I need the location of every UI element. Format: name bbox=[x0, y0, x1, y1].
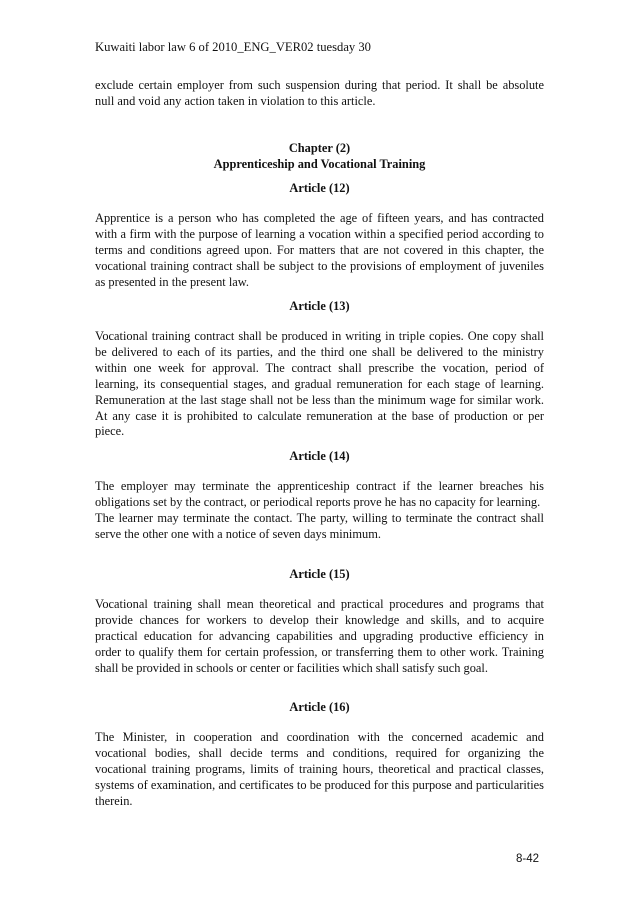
page-header: Kuwaiti labor law 6 of 2010_ENG_VER02 tuesday 30 bbox=[95, 40, 371, 54]
article-heading: Article (16) bbox=[289, 700, 350, 714]
article-heading: Article (12) bbox=[289, 181, 350, 195]
article-paragraph: Vocational training contract shall be produced in writing in triple copies. One copy shall be delivered to each of its parties, and the third one shall be delivered to the ministry within one week for approval. The contract shall prescribe the vocation, period of learning, its consequential stages, and gradual remuneration for each stage of learning. Remuneration at the last stage shall not be less than the minimum wage for similar work. At any case it is prohibited to calculate remuneration at the base of production or per piece. bbox=[95, 329, 544, 439]
article-heading: Article (14) bbox=[289, 449, 350, 463]
article-heading: Article (15) bbox=[289, 567, 350, 581]
intro-paragraph: exclude certain employer from such suspension during that period. It shall be absolute null and void any action taken in violation to this article. bbox=[95, 78, 544, 108]
article-paragraph: The learner may terminate the contact. The party, willing to terminate the contract shall serve the other one with a notice of seven days minimum. bbox=[95, 510, 544, 541]
article-paragraph: The employer may terminate the apprenticeship contract if the learner breaches his obligations set by the contract, or periodical reports prove he has no capacity for learning. bbox=[95, 479, 544, 509]
article-paragraph: Vocational training shall mean theoretical and practical procedures and programs that provide chances for workers to develop their knowledge and skills, and to acquire practical education for advancing capabilities and upgrading productive efficiency in order to qualify them for certain profession, or transferring them to other work. Training shall be provided in schools or center or facilities which shall satisfy such goal. bbox=[95, 597, 544, 675]
chapter-title: Apprenticeship and Vocational Training bbox=[213, 156, 426, 171]
article-heading: Article (13) bbox=[289, 299, 350, 313]
article-paragraph: Apprentice is a person who has completed the age of fifteen years, and has contracted with a firm with the purpose of learning a vocation within a specified period according to terms and conditions agreed upon. For matters that are not covered in this chapter, the vocational training contract shall be subject to the provisions of employment of juveniles as presented in the present law. bbox=[95, 211, 544, 289]
chapter-heading bbox=[95, 141, 544, 173]
article-paragraph: The Minister, in cooperation and coordination with the concerned academic and vocational bodies, shall decide terms and conditions, required for organizing the vocational training programs, limits of training hours, theoretical and practical classes, systems of examination, and certificates to be produced for this purpose and particularities therein. bbox=[95, 730, 544, 808]
article-body bbox=[95, 479, 544, 543]
chapter-number: Chapter (2) bbox=[288, 141, 351, 155]
page-number: 8-42 bbox=[516, 853, 540, 865]
